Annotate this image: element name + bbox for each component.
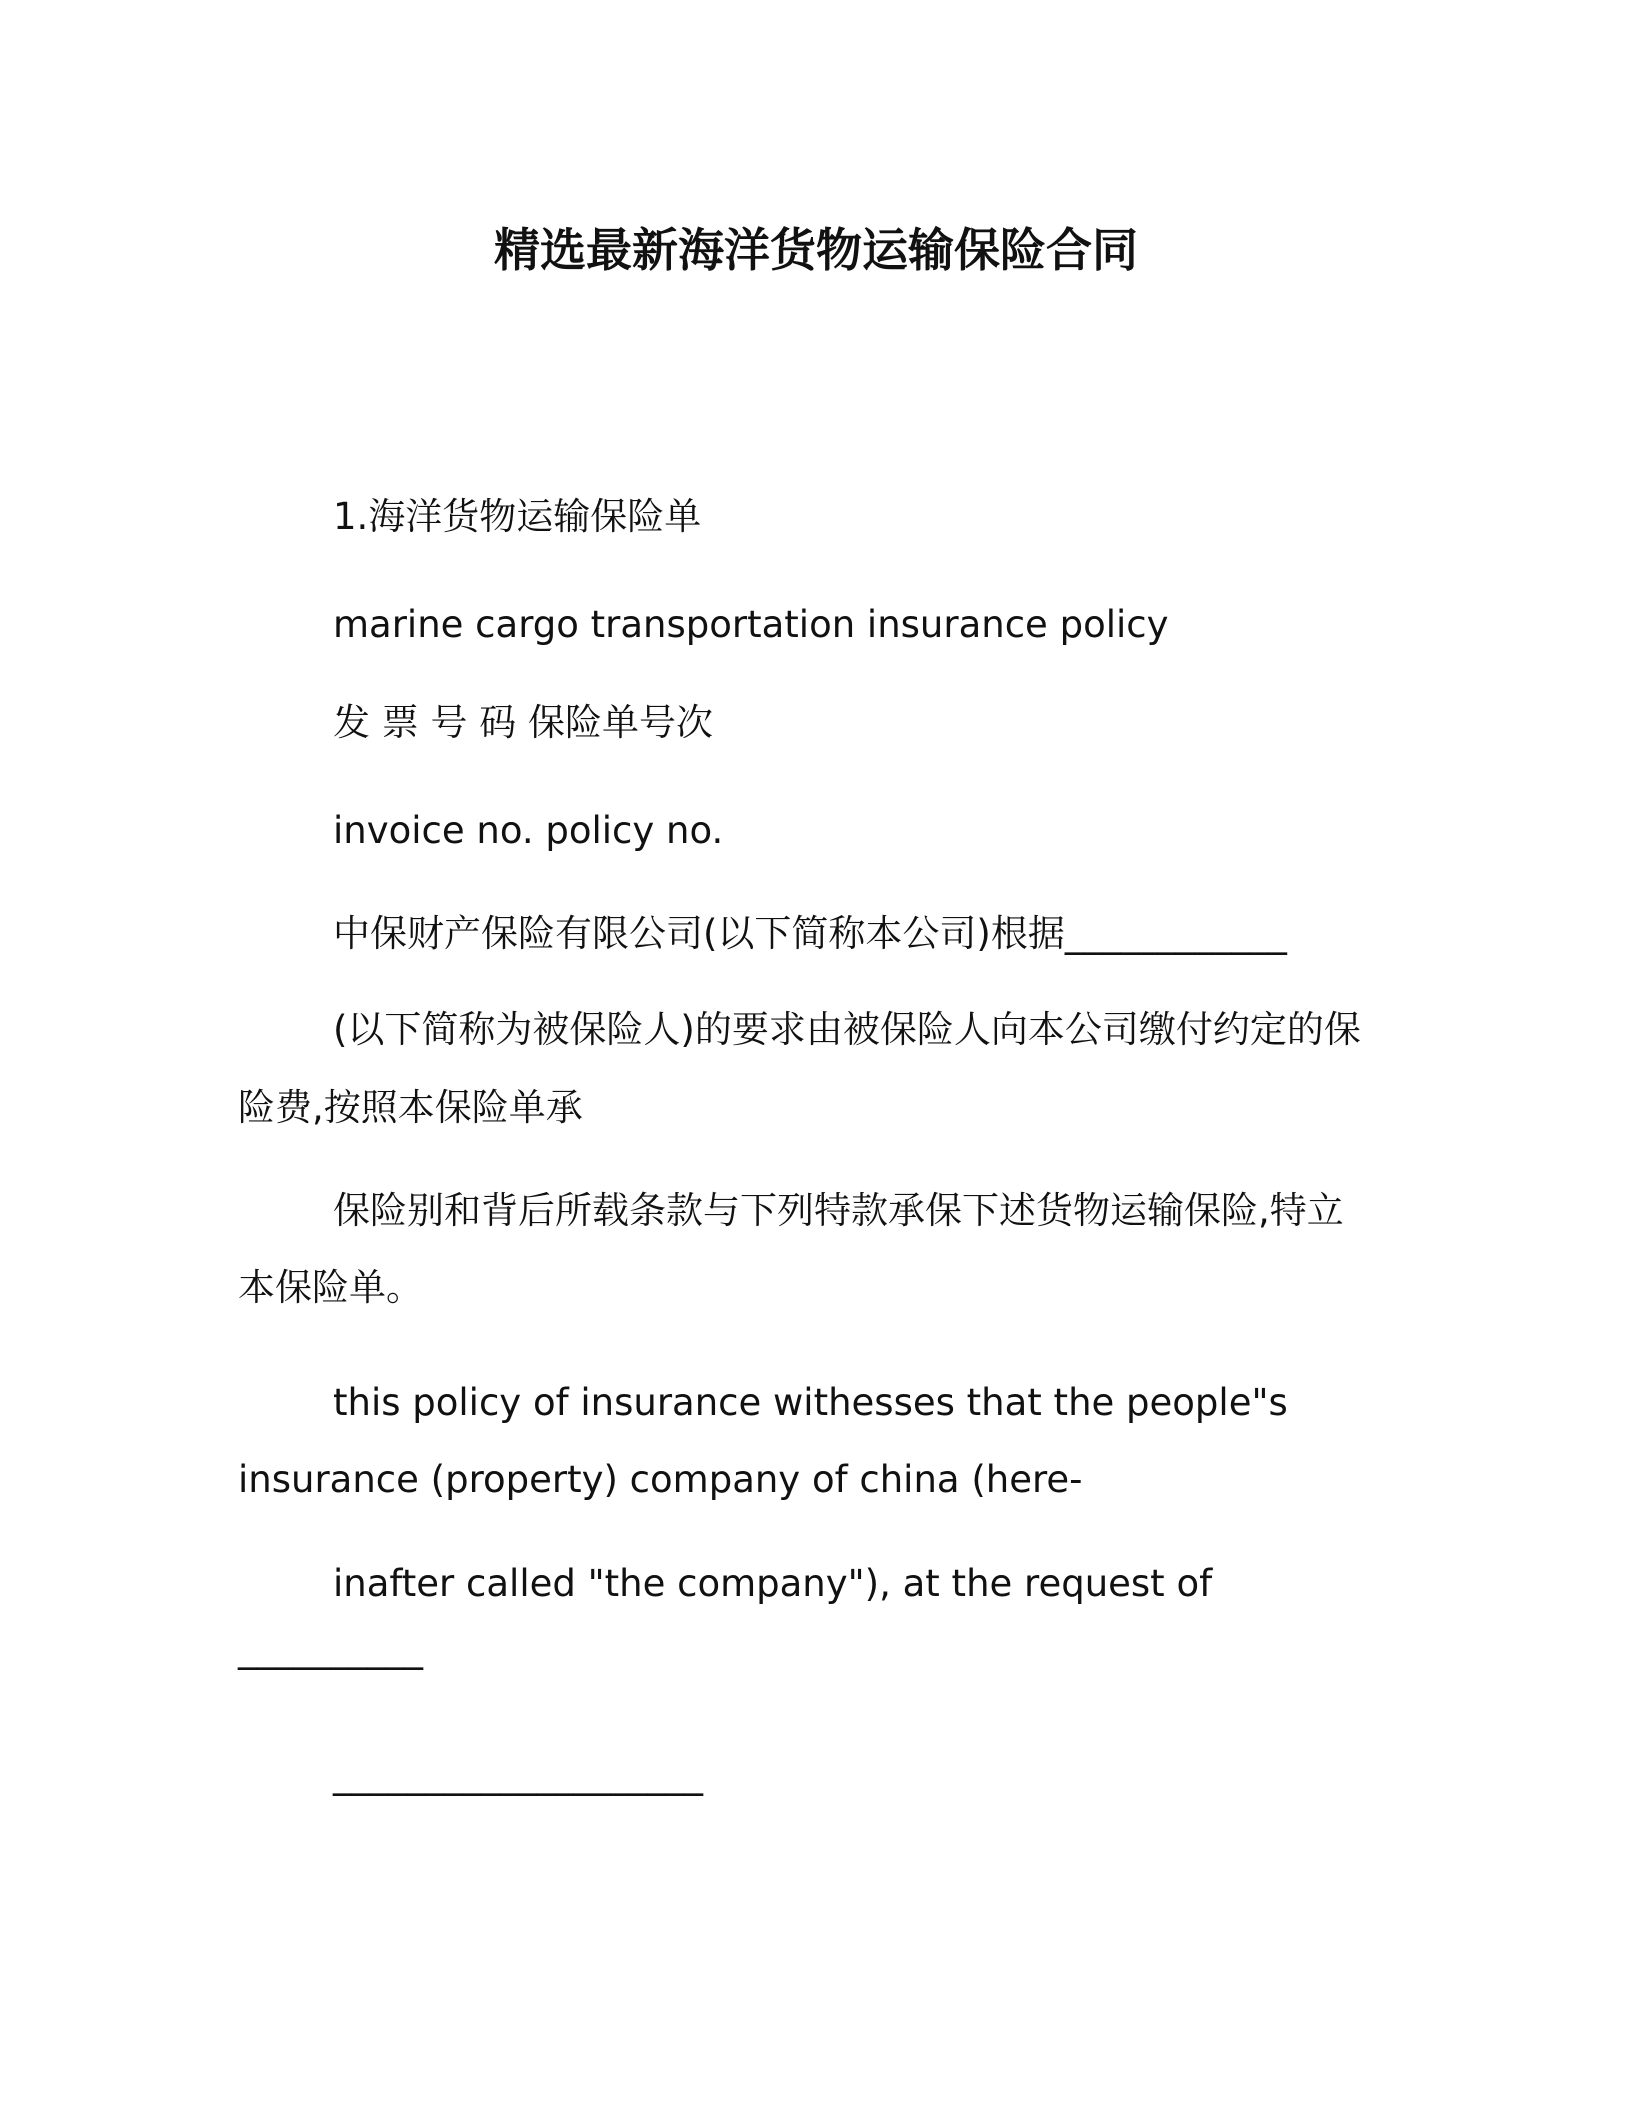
invoice-policy-no-cn: 发 票 号 码 保险单号次 [333,701,714,744]
coverage-clause-line-1: 保险别和背后所载条款与下列特款承保下述货物运输保险,特立 [333,1189,1344,1232]
heading-policy-en: marine cargo transportation insurance policy [333,603,1169,646]
english-clause-line-1: this policy of insurance withesses that the people"s [333,1381,1288,1424]
blank-fill-line-1: __________ [238,1627,423,1670]
heading-policy-cn: 1.海洋货物运输保险单 [333,495,702,538]
insured-request-line-2: 险费,按照本保险单承 [238,1086,583,1129]
english-clause-line-3: inafter called "the company"), at the request of [333,1562,1213,1605]
insurer-clause-line: 中保财产保险有限公司(以下简称本公司)根据____________ [333,912,1287,955]
document-title: 精选最新海洋货物运输保险合同 [494,223,1138,277]
insured-request-line-1: (以下简称为被保险人)的要求由被保险人向本公司缴付约定的保 [333,1008,1361,1051]
english-clause-line-2: insurance (property) company of china (here- [238,1458,1083,1501]
coverage-clause-line-2: 本保险单。 [238,1266,423,1309]
blank-fill-line-2: ____________________ [333,1753,703,1796]
invoice-policy-no-en: invoice no. policy no. [333,809,724,852]
